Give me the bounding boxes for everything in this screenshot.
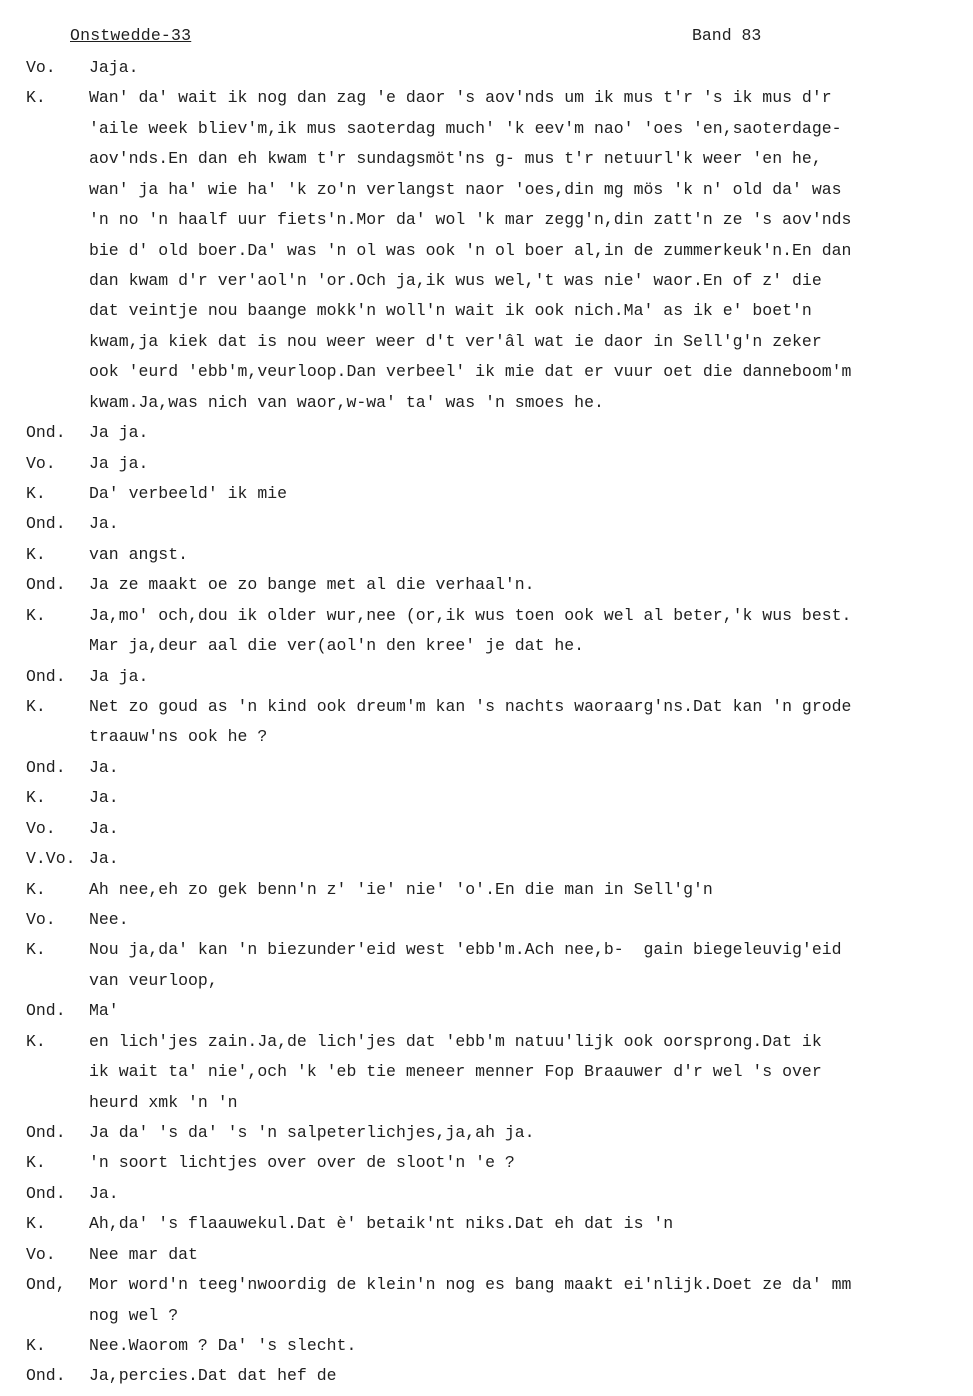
speaker-label: Vo. <box>26 818 56 838</box>
utterance-text: Ma' <box>89 1001 119 1021</box>
transcript-line <box>0 149 973 179</box>
speaker-label: K. <box>26 544 46 564</box>
transcript-line <box>0 1032 973 1062</box>
transcript-line <box>0 1275 973 1305</box>
utterance-text: 'aile week bliev'm,ik mus saoterdag much' 'k eev'm nao' 'oes 'en,saoterdage- <box>89 118 842 138</box>
transcript-line <box>0 119 973 149</box>
transcript-line <box>0 971 973 1001</box>
utterance-text: 'n soort lichtjes over over de sloot'n 'e ? <box>89 1153 515 1173</box>
transcript-line <box>0 454 973 484</box>
utterance-text: nog wel ? <box>89 1305 179 1325</box>
transcript-line <box>0 271 973 301</box>
speaker-label: K. <box>26 1031 46 1051</box>
transcript-line <box>0 1245 973 1275</box>
utterance-text: ik wait ta' nie',och 'k 'eb tie meneer menner Fop Braauwer d'r wel 's over <box>89 1062 822 1082</box>
utterance-text: Ah nee,eh zo gek benn'n z' 'ie' nie' 'o'.En die man in Sell'g'n <box>89 879 713 899</box>
utterance-text: Ja. <box>89 514 119 534</box>
transcript-line <box>0 880 973 910</box>
transcript-line <box>0 58 973 88</box>
utterance-text: Ja,mo' och,dou ik older wur,nee (or,ik wus toen ook wel al beter,'k wus best. <box>89 605 852 625</box>
utterance-text: Ja ja. <box>89 453 149 473</box>
utterance-text: aov'nds.En dan eh kwam t'r sundagsmöt'ns g- mus t'r netuurl'k weer 'en he, <box>89 149 822 169</box>
speaker-label: Ond. <box>26 1123 66 1143</box>
transcript-line <box>0 484 973 514</box>
document-id: Onstwedde-33 <box>70 26 192 45</box>
speaker-label: Vo. <box>26 1244 56 1264</box>
transcript-line <box>0 362 973 392</box>
utterance-text: ook 'eurd 'ebb'm,veurloop.Dan verbeel' ik mie dat er vuur oet die danneboom'm <box>89 362 852 382</box>
speaker-label: Ond. <box>26 757 66 777</box>
utterance-text: wan' ja ha' wie ha' 'k zo'n verlangst naor 'oes,din mg mös 'k n' old da' was <box>89 179 842 199</box>
utterance-text: Mor word'n teeg'nwoordig de klein'n nog es bang maakt ei'nlijk.Doet ze da' mm <box>89 1275 852 1295</box>
utterance-text: Nou ja,da' kan 'n biezunder'eid west 'ebb'm.Ach nee,b- gain biegeleuvig'eid <box>89 940 842 960</box>
transcript-line <box>0 1153 973 1183</box>
transcript-line <box>0 545 973 575</box>
utterance-text: Ja. <box>89 757 119 777</box>
utterance-text: van veurloop, <box>89 970 218 990</box>
speaker-label: V.Vo. <box>26 849 76 869</box>
transcript-line <box>0 1123 973 1153</box>
speaker-label: Vo. <box>26 910 56 930</box>
speaker-label: K. <box>26 879 46 899</box>
speaker-label: Ond. <box>26 423 66 443</box>
transcript-line <box>0 1366 973 1396</box>
transcript-line <box>0 940 973 970</box>
transcript-line <box>0 332 973 362</box>
band-label: Band 83 <box>692 26 762 45</box>
utterance-text: kwam,ja kiek dat is nou weer weer d't ver'âl wat ie daor in Sell'g'n zeker <box>89 331 822 351</box>
transcript-line <box>0 241 973 271</box>
transcript-line <box>0 758 973 788</box>
speaker-label: K. <box>26 1153 46 1173</box>
utterance-text: kwam.Ja,was nich van waor,w-wa' ta' was 'n smoes he. <box>89 392 604 412</box>
transcript-line <box>0 180 973 210</box>
speaker-label: Ond. <box>26 666 66 686</box>
transcript-line <box>0 1214 973 1244</box>
utterance-text: Ja ze maakt oe zo bange met al die verhaal'n. <box>89 575 535 595</box>
utterance-text: Ja. <box>89 849 119 869</box>
transcript-line <box>0 1001 973 1031</box>
transcript-line <box>0 849 973 879</box>
utterance-text: Net zo goud as 'n kind ook dreum'm kan 's nachts waoraarg'ns.Dat kan 'n grode <box>89 697 852 717</box>
utterance-text: Ja. <box>89 818 119 838</box>
transcript-line <box>0 393 973 423</box>
utterance-text: dat veintje nou baange mokk'n woll'n wait ik ook nich.Ma' as ik e' boet'n <box>89 301 812 321</box>
speaker-label: K. <box>26 940 46 960</box>
speaker-label: K. <box>26 1214 46 1234</box>
utterance-text: Ja da' 's da' 's 'n salpeterlichjes,ja,ah ja. <box>89 1123 535 1143</box>
transcript-line <box>0 788 973 818</box>
utterance-text: Nee.Waorom ? Da' 's slecht. <box>89 1336 357 1356</box>
utterance-text: dan kwam d'r ver'aol'n 'or.Och ja,ik wus wel,'t was nie' waor.En of z' die <box>89 271 822 290</box>
transcript-line <box>0 1306 973 1336</box>
transcript-line <box>0 819 973 849</box>
utterance-text: Nee mar dat <box>89 1244 198 1264</box>
utterance-text: Nee. <box>89 910 129 930</box>
utterance-text: Ja ja. <box>89 666 149 686</box>
transcript-line <box>0 636 973 666</box>
speaker-label: Ond. <box>26 1366 66 1386</box>
speaker-label: K. <box>26 88 46 108</box>
transcript-line <box>0 1184 973 1214</box>
utterance-text: heurd xmk 'n 'n <box>89 1092 238 1112</box>
transcript-line <box>0 301 973 331</box>
utterance-text: traauw'ns ook he ? <box>89 727 268 747</box>
transcript-line <box>0 88 973 118</box>
speaker-label: Ond. <box>26 575 66 595</box>
utterance-text: Ja. <box>89 1183 119 1203</box>
transcript-line <box>0 667 973 697</box>
transcript-line <box>0 514 973 544</box>
utterance-text: en lich'jes zain.Ja,de lich'jes dat 'ebb'm natuu'lijk ook oorsprong.Dat ik <box>89 1031 822 1051</box>
speaker-label: Vo. <box>26 58 56 77</box>
transcript-line <box>0 1062 973 1092</box>
utterance-text: Mar ja,deur aal die ver(aol'n den kree' je dat he. <box>89 636 585 656</box>
transcript-line <box>0 910 973 940</box>
utterance-text: Wan' da' wait ik nog dan zag 'e daor 's aov'nds um ik mus t'r 's ik mus d'r <box>89 88 832 108</box>
transcript-line <box>0 423 973 453</box>
transcript-line <box>0 210 973 240</box>
utterance-text: Da' verbeeld' ik mie <box>89 484 288 504</box>
transcript-line <box>0 727 973 757</box>
utterance-text: Ja ja. <box>89 423 149 443</box>
transcript-line <box>0 697 973 727</box>
speaker-label: K. <box>26 697 46 717</box>
transcript-line <box>0 606 973 636</box>
speaker-label: K. <box>26 605 46 625</box>
utterance-text: bie d' old boer.Da' was 'n ol was ook 'n ol boer al,in de zummerkeuk'n.En dan <box>89 240 852 260</box>
utterance-text: Ja. <box>89 788 119 808</box>
utterance-text: Ja,percies.Dat dat hef de <box>89 1366 337 1386</box>
transcript-line <box>0 1336 973 1366</box>
utterance-text: 'n no 'n haalf uur fiets'n.Mor da' wol 'k mar zegg'n,din zatt'n ze 's aov'nds <box>89 210 852 230</box>
speaker-label: Ond. <box>26 514 66 534</box>
transcript-line <box>0 575 973 605</box>
utterance-text: van angst. <box>89 544 189 564</box>
utterance-text: Ah,da' 's flaauwekul.Dat è' betaik'nt niks.Dat eh dat is 'n <box>89 1214 674 1234</box>
utterance-text: Jaja. <box>89 58 139 77</box>
speaker-label: K. <box>26 788 46 808</box>
transcript-line <box>0 1093 973 1123</box>
speaker-label: K. <box>26 1336 46 1356</box>
speaker-label: K. <box>26 484 46 504</box>
speaker-label: Ond, <box>26 1275 66 1295</box>
speaker-label: Ond. <box>26 1001 66 1021</box>
speaker-label: Ond. <box>26 1183 66 1203</box>
speaker-label: Vo. <box>26 453 56 473</box>
